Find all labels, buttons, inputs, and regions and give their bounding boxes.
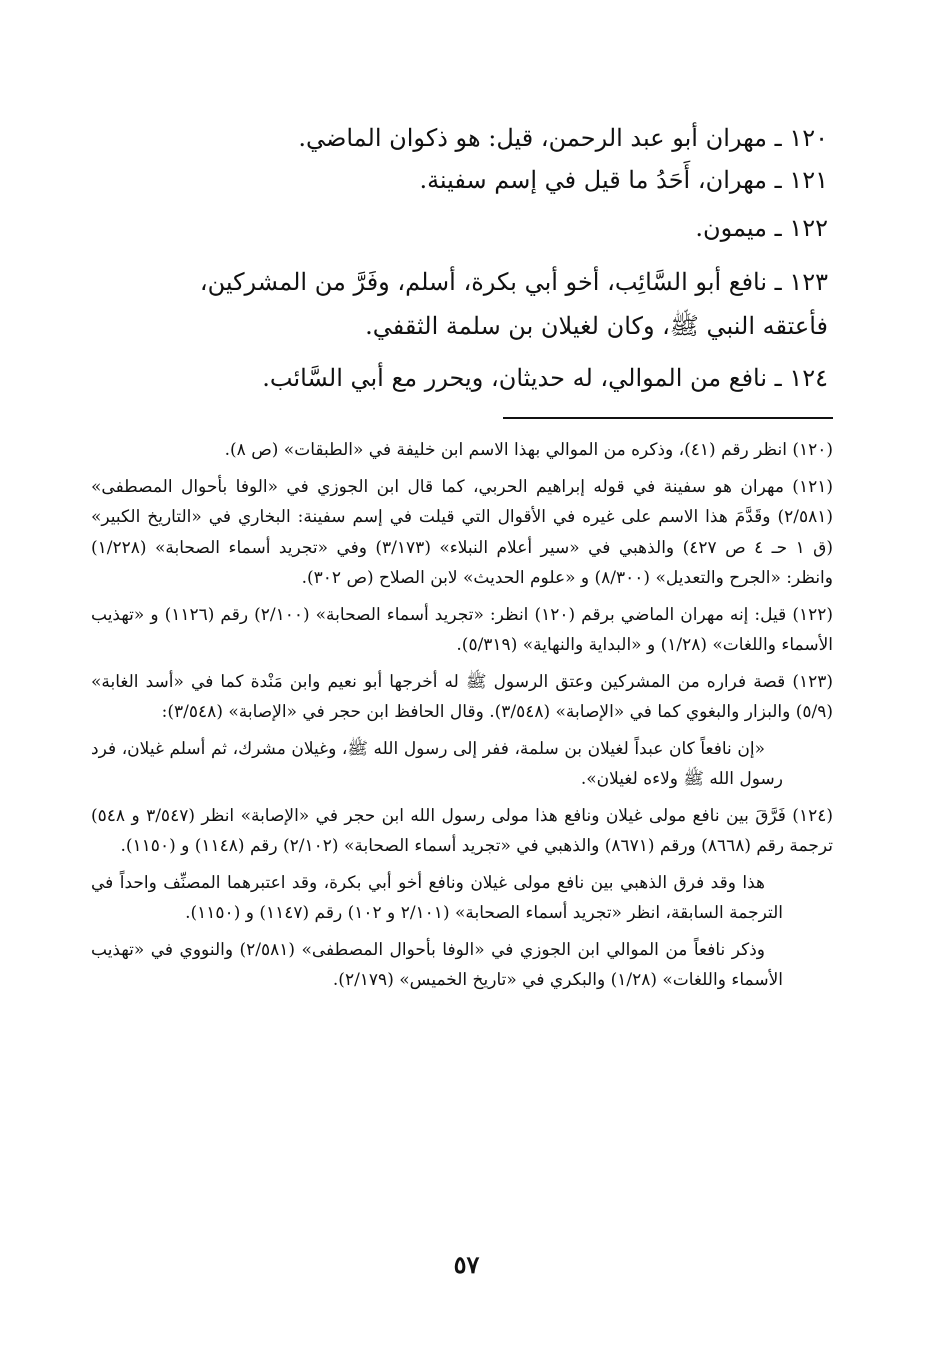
main-text — [128, 120, 828, 396]
page-number: ٥٧ — [453, 1250, 480, 1279]
entry-120: ١٢٠ ـ مهران أبو عبد الرحمن، قيل: هو ذكوان الماضي. — [298, 124, 828, 152]
footnote-124-paragraph-3: وذكر نافعاً من الموالي ابن الجوزي في «الوفا بأحوال المصطفى» (٢/٥٨١) والنووي في «تهذيب الأسماء واللغات» (١/٢٨) والبكري في «تاريخ الخميس» (٢/١٧٩). — [91, 939, 783, 990]
footnote-120: (١٢٠) انظر رقم (٤١)، وذكره من الموالي بهذا الاسم ابن خليفة في «الطبقات» (ص ٨). — [224, 440, 833, 460]
footnote-separator — [503, 417, 833, 419]
footnote-122: (١٢٢) قيل: إنه مهران الماضي برقم (١٢٠) انظر: «تجريد أسماء الصحابة» (٢/١٠٠) رقم (١١٢٦) و «تهذيب الأسماء واللغات» (١/٢٨) و «البداية والنهاية» (٥/٣١٩). — [91, 604, 833, 655]
footnote-124: (١٢٤) فَرَّقَ بين نافع مولى غيلان ونافع هذا مولى رسول الله ابن حجر في «الإصابة» انظر (٣/٥٤٧ و ٥٤٨) ترجمة رقم (٨٦٦٨) ورقم (٨٦٧١) والذهبي في «تجريد أسماء الصحابة» (٢/١٠٢) رقم (١١٤٨) و (١١٥٠). — [91, 805, 833, 856]
entry-122: ١٢٢ ـ ميمون. — [695, 214, 828, 242]
footnote-123-quote: «إن نافعاً كان عبداً لغيلان بن سلمة، ففر إلى رسول الله ﷺ، وغيلان مشرك، ثم أسلم غيلان، فرد رسول الله ﷺ ولاءه لغيلان». — [91, 738, 783, 789]
footnote-121: (١٢١) مهران هو سفينة في قوله إبراهيم الحربي، كما قال ابن الجوزي في «الوفا بأحوال المصطفى» (٢/٥٨١) وقَدَّمَ هذا الاسم على غيره في الأقوال التي قيلت في إسم سفينة: البخاري في «التاريخ الكبير» (ق ١ حـ ٤ ص ٤٢٧) والذهبي في «سير أعلام النبلاء» (٣/١٧٣) وفي «تجريد أسماء الصحابة» (١/٢٢٨) وانظر: «الجرح والتعديل» (٨/٣٠٠) و «علوم الحديث» لابن الصلاح (ص ٣٠٢). — [91, 476, 833, 588]
footnote-123: (١٢٣) قصة فراره من المشركين وعتق الرسول ﷺ له أخرجها أبو نعيم وابن مَنْدة كما في «أسد الغابة» (٥/٩) والبزار والبغوي كما في «الإصابة» (٣/٥٤٨). وقال الحافظ ابن حجر في «الإصابة» (٣/٥٤٨): — [91, 671, 833, 722]
footnote-124-paragraph-2: هذا وقد فرق الذهبي بين نافع مولى غيلان ونافع أخو أبي بكرة، وقد اعتبرهما المصنِّف واحداً في الترجمة السابقة، انظر «تجريد أسماء الصحابة» (٢/١٠١ و ١٠٢) رقم (١١٤٧) و (١١٥٠). — [91, 872, 783, 923]
entry-121: ١٢١ ـ مهران، أَحَدُ ما قيل في إسم سفينة. — [419, 166, 828, 194]
footnotes — [91, 435, 833, 1002]
entry-123: ١٢٣ ـ نافع أبو السَّائِب، أخو أبي بكرة، أسلم، وفَرَّ من المشركين، فأعتقه النبي ﷺ، وكان لغيلان بن سلمة الثقفي. — [199, 268, 828, 340]
entry-124: ١٢٤ ـ نافع من الموالي، له حديثان، ويحرر مع أبي السَّائب. — [262, 364, 828, 392]
